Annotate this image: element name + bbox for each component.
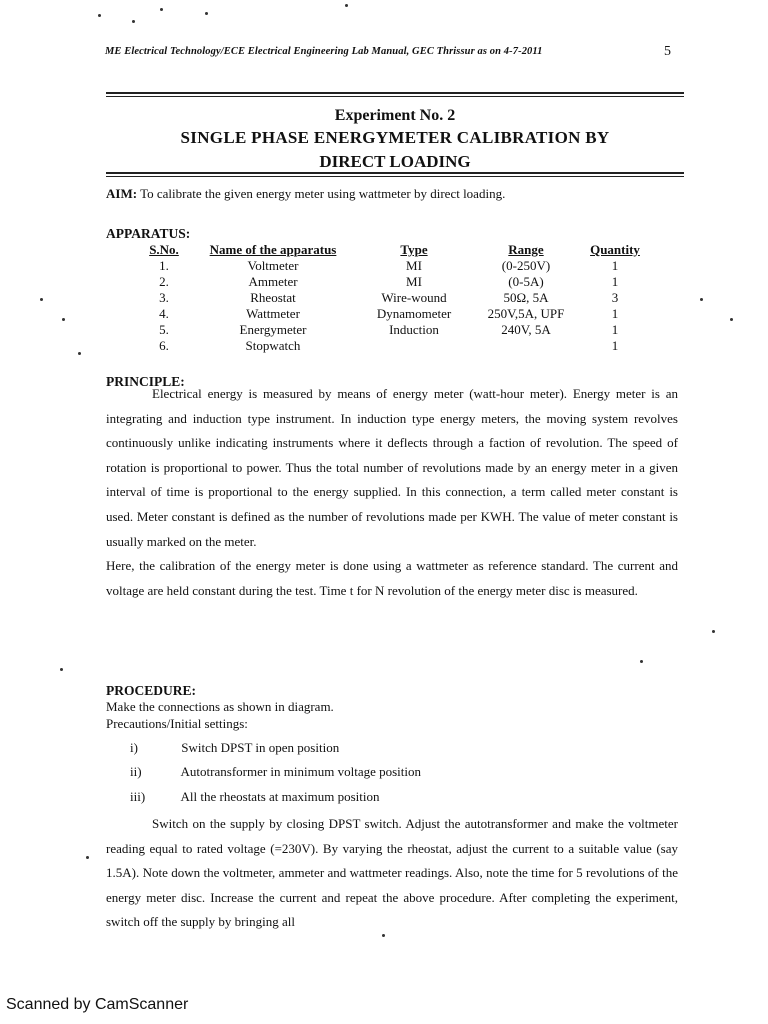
cell-quantity: 3 bbox=[611, 290, 619, 305]
table-row bbox=[140, 306, 648, 322]
top-rule bbox=[106, 92, 684, 97]
principle-heading: PRINCIPLE: bbox=[106, 374, 185, 389]
scan-speck bbox=[730, 318, 733, 321]
cell-type: Wire-wound bbox=[381, 290, 447, 305]
cell-quantity: 1 bbox=[611, 258, 619, 273]
cell-sno: 3. bbox=[159, 290, 169, 305]
cell-range: 50Ω, 5A bbox=[503, 290, 549, 305]
cell-range bbox=[470, 338, 582, 354]
running-header: ME Electrical Technology/ECE Electrical Engineering Lab Manual, GEC Thrissur as on 4-7-2011 bbox=[105, 46, 543, 57]
scan-speck bbox=[382, 934, 385, 937]
experiment-number: Experiment No. 2 bbox=[334, 107, 456, 124]
cell-sno: 1. bbox=[159, 258, 169, 273]
aim-statement bbox=[106, 186, 505, 202]
procedure-paragraph: Switch on the supply by closing DPST switch. Adjust the autotransformer and make the voltmeter reading equal to rated voltage (=230V). By varying the rheostat, adjust the current to a suitable value (say 1.5A). Note down the voltmeter, ammeter and wattmeter readings. Also, note the time for 5 revolutions of the energy meter disc. Increase the current and repeat the above procedure. After completing the experiment, switch off the supply by bringing all bbox=[106, 816, 678, 930]
scan-speck bbox=[60, 668, 63, 671]
precaution-number: iii) bbox=[130, 789, 146, 804]
table-row bbox=[140, 338, 648, 354]
cell-quantity: 1 bbox=[611, 322, 619, 337]
cell-quantity: 1 bbox=[611, 338, 619, 353]
cell-type: Induction bbox=[389, 322, 439, 337]
cell-name: Voltmeter bbox=[247, 258, 299, 273]
cell-quantity: 1 bbox=[611, 274, 619, 289]
scan-speck bbox=[78, 352, 81, 355]
aim-text: To calibrate the given energy meter using wattmeter by direct loading. bbox=[140, 186, 506, 201]
precaution-text: Autotransformer in minimum voltage position bbox=[180, 764, 422, 779]
cell-quantity: 1 bbox=[611, 306, 619, 321]
precaution-number: ii) bbox=[130, 764, 142, 779]
principle-paragraph-2: Here, the calibration of the energy meter is done using a wattmeter as reference standard. The current and voltage are held constant during the test. Time t for N revolution of the energy meter disc is measured. bbox=[106, 558, 678, 598]
precaution-number: i) bbox=[130, 740, 138, 755]
scan-speck bbox=[345, 4, 348, 7]
cell-sno: 5. bbox=[159, 322, 169, 337]
cell-name: Energymeter bbox=[239, 322, 307, 337]
scanner-watermark: Scanned by CamScanner bbox=[6, 996, 189, 1013]
table-header-row bbox=[140, 242, 648, 258]
cell-sno: 2. bbox=[159, 274, 169, 289]
table-row bbox=[140, 274, 648, 290]
table-row bbox=[140, 290, 648, 306]
column-header-sno: S.No. bbox=[149, 242, 179, 257]
cell-range: 250V,5A, UPF bbox=[487, 306, 565, 321]
column-header-name: Name of the apparatus bbox=[209, 242, 337, 257]
scan-speck bbox=[640, 660, 643, 663]
column-header-type: Type bbox=[400, 242, 428, 257]
principle-paragraph-1: Electrical energy is measured by means of energy meter (watt-hour meter). Energy meter is an integrating and induction type instrument. In induction type energy meters, the moving system revolves continuously unlike indicating instruments where it deflects through a faction of revolution. The speed of rotation is proportional to power. Thus the total number of revolutions made by an energy meter in a given interval of time is proportional to the energy supplied. In this connection, a term called meter constant is used. Meter constant is defined as the number of revolutions made per KWH. The value of meter constant is usually marked on the meter. bbox=[106, 386, 678, 549]
cell-name: Stopwatch bbox=[245, 338, 301, 353]
precaution-item bbox=[130, 789, 380, 805]
principle-text bbox=[106, 382, 678, 603]
cell-range: 240V, 5A bbox=[501, 322, 551, 337]
precaution-item bbox=[130, 740, 339, 756]
precaution-text: All the rheostats at maximum position bbox=[180, 789, 380, 804]
scan-speck bbox=[160, 8, 163, 11]
cell-type bbox=[358, 338, 470, 354]
cell-name: Wattmeter bbox=[246, 306, 300, 321]
cell-range: (0-250V) bbox=[501, 258, 551, 273]
precautions-label: Precautions/Initial settings: bbox=[106, 716, 248, 731]
procedure-text bbox=[106, 812, 678, 935]
column-header-range: Range bbox=[508, 242, 544, 257]
cell-type: Dynamometer bbox=[376, 306, 452, 321]
scan-speck bbox=[132, 20, 135, 23]
scan-speck bbox=[62, 318, 65, 321]
column-header-quantity: Quantity bbox=[590, 242, 640, 257]
scan-speck bbox=[712, 630, 715, 633]
precaution-item bbox=[130, 764, 421, 780]
procedure-heading: PROCEDURE: bbox=[106, 683, 196, 698]
apparatus-table bbox=[140, 242, 648, 354]
table-row bbox=[140, 322, 648, 338]
experiment-title-line1: SINGLE PHASE ENERGYMETER CALIBRATION BY bbox=[180, 128, 610, 147]
precaution-text: Switch DPST in open position bbox=[181, 740, 340, 755]
scan-speck bbox=[86, 856, 89, 859]
procedure-line-1: Make the connections as shown in diagram. bbox=[106, 699, 334, 714]
cell-range: (0-5A) bbox=[508, 274, 544, 289]
apparatus-heading: APPARATUS: bbox=[106, 226, 191, 241]
scan-speck bbox=[205, 12, 208, 15]
scan-speck bbox=[98, 14, 101, 17]
cell-name: Rheostat bbox=[250, 290, 296, 305]
title-rule bbox=[106, 172, 684, 177]
scan-speck bbox=[700, 298, 703, 301]
scan-speck bbox=[40, 298, 43, 301]
cell-type: MI bbox=[406, 258, 422, 273]
cell-name: Ammeter bbox=[248, 274, 298, 289]
cell-sno: 6. bbox=[159, 338, 169, 353]
aim-label: AIM: bbox=[106, 186, 138, 201]
table-row bbox=[140, 258, 648, 274]
experiment-title-line2: DIRECT LOADING bbox=[319, 152, 471, 171]
cell-type: MI bbox=[406, 274, 422, 289]
page-number: 5 bbox=[664, 44, 671, 59]
cell-sno: 4. bbox=[159, 306, 169, 321]
